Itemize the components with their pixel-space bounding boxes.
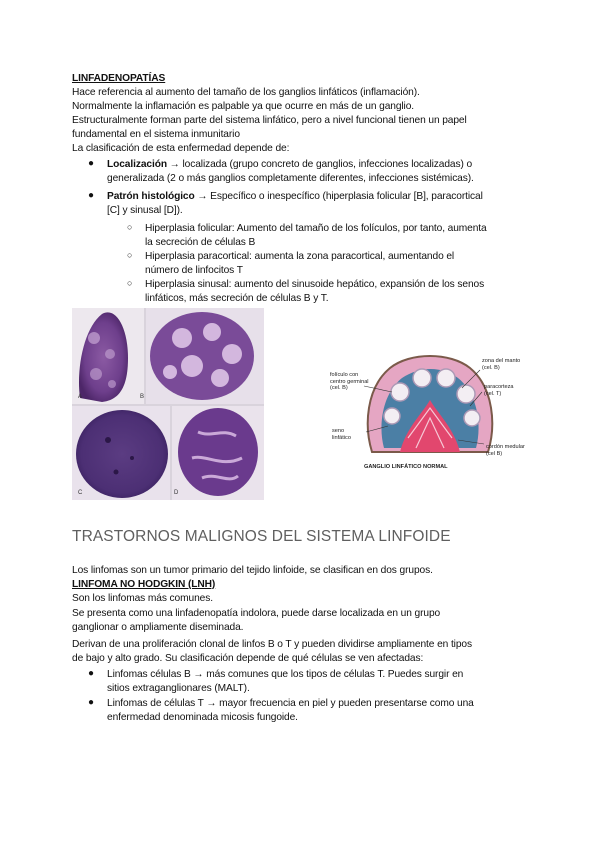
micrograph-label-b: B xyxy=(140,394,145,400)
sub-bullet-icon: ○ xyxy=(127,278,133,288)
paragraph: Normalmente la inflamación es palpable ya que ocurre en más de un ganglio. xyxy=(72,101,415,112)
bullet-icon: ● xyxy=(88,668,95,679)
sub-list-item: Hiperplasia paracortical: aumenta la zona paracortical, aumentando el xyxy=(145,251,455,262)
diagram-caption: GANGLIO LINFÁTICO NORMAL xyxy=(364,464,448,470)
lymph-node-diagram xyxy=(330,348,530,474)
label-paracorteza: paracorteza (cel. T) xyxy=(484,384,514,397)
label-zona-manto: zona del manto (cel. B) xyxy=(482,358,521,371)
list-item-text: → Específico o inespecífico (hiperplasia folicular [B], paracortical xyxy=(194,191,483,202)
paragraph: de bajo y alto grado. Su clasificación depende de qué células se ven afectadas: xyxy=(72,653,424,664)
list-item-term: Patrón histológico xyxy=(107,191,195,202)
micrograph-label-c: C xyxy=(78,490,83,496)
sub-bullet-icon: ○ xyxy=(127,250,133,260)
section-heading-trastornos: TRASTORNOS MALIGNOS DEL SISTEMA LINFOIDE xyxy=(72,528,451,545)
bullet-icon: ● xyxy=(88,190,95,201)
list-item-continuation: generalizada (2 o más ganglios completamente diferentes, infecciones sistémicas). xyxy=(107,173,474,184)
label-cordon: cordón medular (cel B) xyxy=(486,444,525,457)
bullet-icon: ● xyxy=(88,697,95,708)
micrograph-d-node xyxy=(178,408,258,496)
label-foliculo: folículo con centro germinal (cel. B) xyxy=(330,372,369,392)
paragraph: fundamental en el sistema inmunitario xyxy=(72,129,240,140)
micrograph-c-node xyxy=(76,410,168,498)
list-item-term: Localización xyxy=(107,159,167,170)
bullet-icon: ● xyxy=(88,158,95,169)
list-item: Linfomas de células T → mayor frecuencia en piel y pueden presentarse como una xyxy=(107,698,474,709)
paragraph: Derivan de una proliferación clonal de linfos B o T y pueden dividirse ampliamente en tipos xyxy=(72,639,472,650)
subsection-heading-lnh: LINFOMA NO HODGKIN (LNH) xyxy=(72,579,216,590)
sub-list-item: Hiperplasia sinusal: aumento del sinusoide hepático, expansión de los senos xyxy=(145,279,485,290)
label-seno: seno linfático xyxy=(332,428,351,441)
paragraph: Estructuralmente forman parte del sistema linfático, pero a nivel funcional tienen un papel xyxy=(72,115,467,126)
paragraph: ganglionar o ampliamente diseminada. xyxy=(72,622,244,633)
list-item xyxy=(107,158,532,171)
sub-list-item-continuation: linfáticos, más secreción de células B y T. xyxy=(145,293,329,304)
list-item-text: → localizada (grupo concreto de ganglios, infecciones localizadas) o xyxy=(166,159,473,170)
histology-micrographs xyxy=(72,308,264,500)
list-item-continuation: sitios extraganglionares (MALT). xyxy=(107,683,250,694)
list-item-continuation: [C] y sinusal [D]). xyxy=(107,205,183,216)
paragraph: La clasificación de esta enfermedad depende de: xyxy=(72,143,290,154)
section-heading-linfadenopatias: LINFADENOPATÍAS xyxy=(72,73,166,84)
sub-list-item-continuation: la secreción de células B xyxy=(145,237,256,248)
sub-list-item-continuation: número de linfocitos T xyxy=(145,265,243,276)
micrograph-panels xyxy=(72,308,264,500)
paragraph: Los linfomas son un tumor primario del tejido linfoide, se clasifican en dos grupos. xyxy=(72,565,433,576)
list-item: Linfomas células B → más comunes que los tipos de células T. Puedes surgir en xyxy=(107,669,464,680)
micrograph-label-d: D xyxy=(174,490,179,496)
list-item-continuation: enfermedad denominada micosis fungoide. xyxy=(107,712,298,723)
paragraph: Hace referencia al aumento del tamaño de los ganglios linfáticos (inflamación). xyxy=(72,87,420,98)
sub-bullet-icon: ○ xyxy=(127,222,133,232)
paragraph: Son los linfomas más comunes. xyxy=(72,593,213,604)
paragraph: Se presenta como una linfadenopatía indolora, puede darse localizada en un grupo xyxy=(72,608,441,619)
micrograph-label-a: A xyxy=(78,394,83,400)
list-item xyxy=(107,190,532,203)
sub-list-item: Hiperplasia folicular: Aumento del tamaño de los folículos, por tanto, aumenta xyxy=(145,223,487,234)
